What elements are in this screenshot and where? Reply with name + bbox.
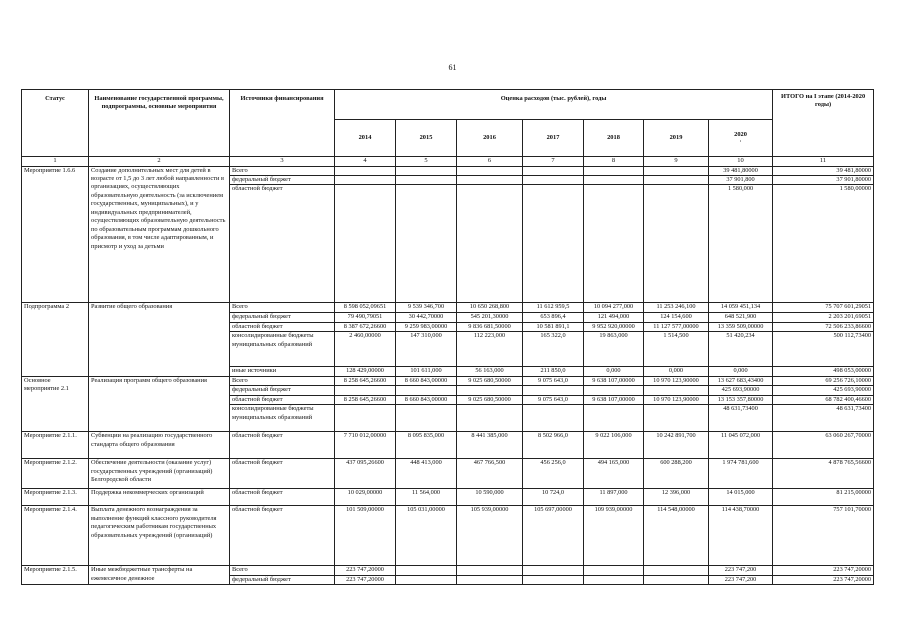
total-value: 72 506 233,86600 [773, 322, 874, 331]
year-value: 211 850,0 [523, 367, 584, 376]
total-value: 425 693,90000 [773, 386, 874, 395]
total-value: 223 747,20000 [773, 575, 874, 584]
year-value: 12 396,000 [644, 489, 709, 506]
budget-table [21, 89, 874, 585]
year-value: 11 612 959,5 [523, 303, 584, 313]
year-value [396, 166, 457, 175]
year-value: 11 564,000 [396, 489, 457, 506]
table-row [22, 303, 874, 313]
year-value: 653 896,4 [523, 313, 584, 322]
total-value: 757 101,70000 [773, 506, 874, 566]
tick-mark: · [739, 139, 742, 146]
year-value [396, 386, 457, 395]
row-status: Мероприятие 2.1.2. [22, 459, 89, 489]
year-value: 1 974 781,600 [709, 459, 773, 489]
year-value [644, 566, 709, 575]
year-value: 456 256,0 [523, 459, 584, 489]
year-value: 128 429,00000 [335, 367, 396, 376]
total-value: 1 580,00000 [773, 185, 874, 303]
header-name: Наименование государственной программы, подпрограммы, основные мероприятия [89, 90, 230, 157]
row-name: Выплата денежного вознаграждения за выполнение функций классного руководителя педагогическим работникам государственных образовательных учреждений (организаций) [89, 506, 230, 566]
column-index: 2 [89, 157, 230, 167]
year-value: 0,000 [709, 367, 773, 376]
total-value: 68 782 400,46600 [773, 395, 874, 404]
column-index: 4 [335, 157, 396, 167]
funding-source: областной бюджет [230, 432, 335, 459]
year-value: 105 697,00000 [523, 506, 584, 566]
column-index: 11 [773, 157, 874, 167]
total-value: 39 481,80000 [773, 166, 874, 175]
year-value [457, 566, 523, 575]
year-value: 8 095 835,000 [396, 432, 457, 459]
table-row [22, 432, 874, 459]
year-value: 1 580,000 [709, 185, 773, 303]
year-value: 8 387 672,26600 [335, 322, 396, 331]
funding-source: Всего [230, 166, 335, 175]
year-value: 10 650 268,800 [457, 303, 523, 313]
total-value: 4 878 765,56600 [773, 459, 874, 489]
year-value [457, 386, 523, 395]
year-value: 9 022 106,000 [584, 432, 644, 459]
year-value [644, 405, 709, 432]
funding-source: Всего [230, 566, 335, 575]
total-value: 37 901,80000 [773, 176, 874, 185]
year-value: 545 201,30000 [457, 313, 523, 322]
year-value: 2 460,00000 [335, 332, 396, 367]
table-row [22, 376, 874, 385]
year-value: 1 514,500 [644, 332, 709, 367]
total-value: 69 256 726,10000 [773, 376, 874, 385]
total-value: 498 053,00000 [773, 367, 874, 376]
header-year: 2019 [644, 120, 709, 157]
year-value [396, 566, 457, 575]
year-value: 448 413,000 [396, 459, 457, 489]
year-value: 11 897,000 [584, 489, 644, 506]
year-value: 10 724,0 [523, 489, 584, 506]
year-value: 101 509,00000 [335, 506, 396, 566]
year-value: 13 359 509,00000 [709, 322, 773, 331]
year-value: 648 521,900 [709, 313, 773, 322]
year-value [396, 575, 457, 584]
header-year: 2014 [335, 120, 396, 157]
year-value [584, 566, 644, 575]
year-value [644, 166, 709, 175]
year-value: 51 420,234 [709, 332, 773, 367]
column-index: 5 [396, 157, 457, 167]
year-value [335, 166, 396, 175]
year-value: 9 075 643,0 [523, 395, 584, 404]
year-value [335, 386, 396, 395]
year-value: 114 548,00000 [644, 506, 709, 566]
year-value: 48 631,73400 [709, 405, 773, 432]
year-value: 9 638 107,00000 [584, 395, 644, 404]
year-value: 8 502 966,0 [523, 432, 584, 459]
year-value: 39 481,80000 [709, 166, 773, 175]
year-value: 165 322,0 [523, 332, 584, 367]
year-value [457, 405, 523, 432]
year-value: 10 581 891,1 [523, 322, 584, 331]
year-value: 223 747,200 [709, 575, 773, 584]
funding-source: федеральный бюджет [230, 386, 335, 395]
year-value: 10 242 891,700 [644, 432, 709, 459]
year-value: 11 045 072,000 [709, 432, 773, 459]
year-value: 101 611,000 [396, 367, 457, 376]
year-value: 10 094 277,000 [584, 303, 644, 313]
year-value: 10 029,00000 [335, 489, 396, 506]
row-name: Обеспечение деятельности (оказание услуг) государственных учреждений (организаций) Белгородской области [89, 459, 230, 489]
column-index: 8 [584, 157, 644, 167]
total-value: 75 707 601,29051 [773, 303, 874, 313]
header-year: 2016 [457, 120, 523, 157]
year-value: 10 970 123,90000 [644, 395, 709, 404]
header-year: 2018 [584, 120, 644, 157]
row-status: Мероприятие 2.1.3. [22, 489, 89, 506]
row-status: Мероприятие 1.6.6 [22, 166, 89, 303]
year-value [644, 176, 709, 185]
year-value [457, 166, 523, 175]
year-value: 9 075 643,0 [523, 376, 584, 385]
year-value: 109 939,00000 [584, 506, 644, 566]
year-value: 10 970 123,90000 [644, 376, 709, 385]
year-value [644, 575, 709, 584]
year-value [523, 185, 584, 303]
funding-source: консолидированные бюджеты муниципальных образований [230, 332, 335, 367]
year-value: 105 031,00000 [396, 506, 457, 566]
funding-source: иные источники [230, 367, 335, 376]
year-value: 9 836 681,50000 [457, 322, 523, 331]
year-value: 8 258 645,26600 [335, 395, 396, 404]
column-index: 10 [709, 157, 773, 167]
year-value [523, 176, 584, 185]
header-estimate: Оценка расходов (тыс. рублей), годы [335, 90, 773, 120]
funding-source: консолидированные бюджеты муниципальных образований [230, 405, 335, 432]
column-index: 6 [457, 157, 523, 167]
column-index: 3 [230, 157, 335, 167]
year-value: 0,000 [584, 367, 644, 376]
header-year: 2020 · [709, 120, 773, 157]
year-value [523, 566, 584, 575]
year-value [335, 176, 396, 185]
year-value: 147 310,000 [396, 332, 457, 367]
header-year: 2017 [523, 120, 584, 157]
year-value [396, 176, 457, 185]
row-name: Поддержка некоммерческих организаций [89, 489, 230, 506]
year-value: 9 952 920,00000 [584, 322, 644, 331]
funding-source: областной бюджет [230, 489, 335, 506]
year-value: 13 627 683,43400 [709, 376, 773, 385]
funding-source: областной бюджет [230, 506, 335, 566]
year-value: 8 660 843,00000 [396, 395, 457, 404]
year-value: 494 165,000 [584, 459, 644, 489]
funding-source: Всего [230, 303, 335, 313]
year-value [335, 405, 396, 432]
row-name: Субвенции на реализацию государственного стандарта общего образования [89, 432, 230, 459]
year-value: 37 901,800 [709, 176, 773, 185]
year-value: 223 747,200 [709, 566, 773, 575]
funding-source: областной бюджет [230, 322, 335, 331]
year-value: 11 127 577,00000 [644, 322, 709, 331]
year-value [396, 405, 457, 432]
funding-source: областной бюджет [230, 395, 335, 404]
header-source: Источники финансирования [230, 90, 335, 157]
year-value: 121 494,000 [584, 313, 644, 322]
header-total: ИТОГО на I этапе (2014-2020 годы) [773, 90, 874, 157]
funding-source: областной бюджет [230, 459, 335, 489]
row-status: Мероприятие 2.1.1. [22, 432, 89, 459]
column-index: 9 [644, 157, 709, 167]
funding-source: Всего [230, 376, 335, 385]
total-value: 2 203 201,69051 [773, 313, 874, 322]
total-value: 500 112,73400 [773, 332, 874, 367]
year-value [523, 166, 584, 175]
year-value [457, 185, 523, 303]
year-value: 467 766,500 [457, 459, 523, 489]
year-value: 19 863,000 [584, 332, 644, 367]
table-row [22, 506, 874, 566]
year-value: 223 747,20000 [335, 575, 396, 584]
row-status: Подпрограмма 2 [22, 303, 89, 376]
year-value [644, 386, 709, 395]
header-status: Статус [22, 90, 89, 157]
year-value: 14 059 451,134 [709, 303, 773, 313]
year-value: 8 441 385,000 [457, 432, 523, 459]
row-name: Создание дополнительных мест для детей в возрасте от 1,5 до 3 лет любой направленности в организациях, осуществляющих образовательную деятельность (за исключением государственных, муниципальных), и у индивидуальных предпринимателей, осуществляющих образовательную деятельность по образовательным программам дошкольного образования, в том числе адаптированным, и присмотр и уход за детьми [89, 166, 230, 303]
year-value: 600 288,200 [644, 459, 709, 489]
total-value: 63 060 267,70000 [773, 432, 874, 459]
year-value [523, 575, 584, 584]
year-value: 114 438,70000 [709, 506, 773, 566]
year-value [457, 575, 523, 584]
year-value: 437 095,26600 [335, 459, 396, 489]
page-number: 61 [448, 63, 457, 72]
year-value: 9 638 107,00000 [584, 376, 644, 385]
year-value: 8 660 843,00000 [396, 376, 457, 385]
column-index: 7 [523, 157, 584, 167]
year-value: 124 154,600 [644, 313, 709, 322]
row-name: Реализация программ общего образования [89, 376, 230, 431]
year-value: 425 693,90000 [709, 386, 773, 395]
funding-source: федеральный бюджет [230, 176, 335, 185]
year-value: 7 710 012,00000 [335, 432, 396, 459]
row-name: Развитие общего образования [89, 303, 230, 376]
funding-source: областной бюджет [230, 185, 335, 303]
year-value [523, 386, 584, 395]
year-value: 112 223,000 [457, 332, 523, 367]
row-status: Основное мероприятие 2.1 [22, 376, 89, 431]
year-value: 0,000 [644, 367, 709, 376]
row-status: Мероприятие 2.1.5. [22, 566, 89, 585]
year-value [584, 575, 644, 584]
funding-source: федеральный бюджет [230, 575, 335, 584]
year-value: 9 025 680,50000 [457, 395, 523, 404]
row-name: Иные межбюджетные трансферты на ежемесячное денежное [89, 566, 230, 585]
year-value [584, 185, 644, 303]
table-header [22, 90, 874, 167]
year-value [396, 185, 457, 303]
funding-source: федеральный бюджет [230, 313, 335, 322]
year-value: 105 939,00000 [457, 506, 523, 566]
year-value: 8 598 052,09651 [335, 303, 396, 313]
table-row [22, 459, 874, 489]
year-value: 14 015,000 [709, 489, 773, 506]
year-value: 10 590,000 [457, 489, 523, 506]
year-value: 9 259 983,00000 [396, 322, 457, 331]
year-value: 223 747,20000 [335, 566, 396, 575]
year-value: 56 163,000 [457, 367, 523, 376]
year-value [523, 405, 584, 432]
year-value [644, 185, 709, 303]
year-value: 11 253 246,100 [644, 303, 709, 313]
year-value [335, 185, 396, 303]
year-value: 8 258 645,26600 [335, 376, 396, 385]
total-value: 81 215,00000 [773, 489, 874, 506]
year-value [584, 386, 644, 395]
year-value: 79 490,79051 [335, 313, 396, 322]
total-value: 223 747,20000 [773, 566, 874, 575]
year-value [457, 176, 523, 185]
table-row [22, 166, 874, 175]
column-index: 1 [22, 157, 89, 167]
year-value [584, 166, 644, 175]
year-value [584, 176, 644, 185]
year-value: 30 442,70000 [396, 313, 457, 322]
year-value: 13 153 357,80000 [709, 395, 773, 404]
header-year: 2015 [396, 120, 457, 157]
year-value [584, 405, 644, 432]
year-value: 9 539 346,700 [396, 303, 457, 313]
row-status: Мероприятие 2.1.4. [22, 506, 89, 566]
total-value: 48 631,73400 [773, 405, 874, 432]
table-row [22, 489, 874, 506]
table-row [22, 566, 874, 575]
year-value: 9 025 680,50000 [457, 376, 523, 385]
